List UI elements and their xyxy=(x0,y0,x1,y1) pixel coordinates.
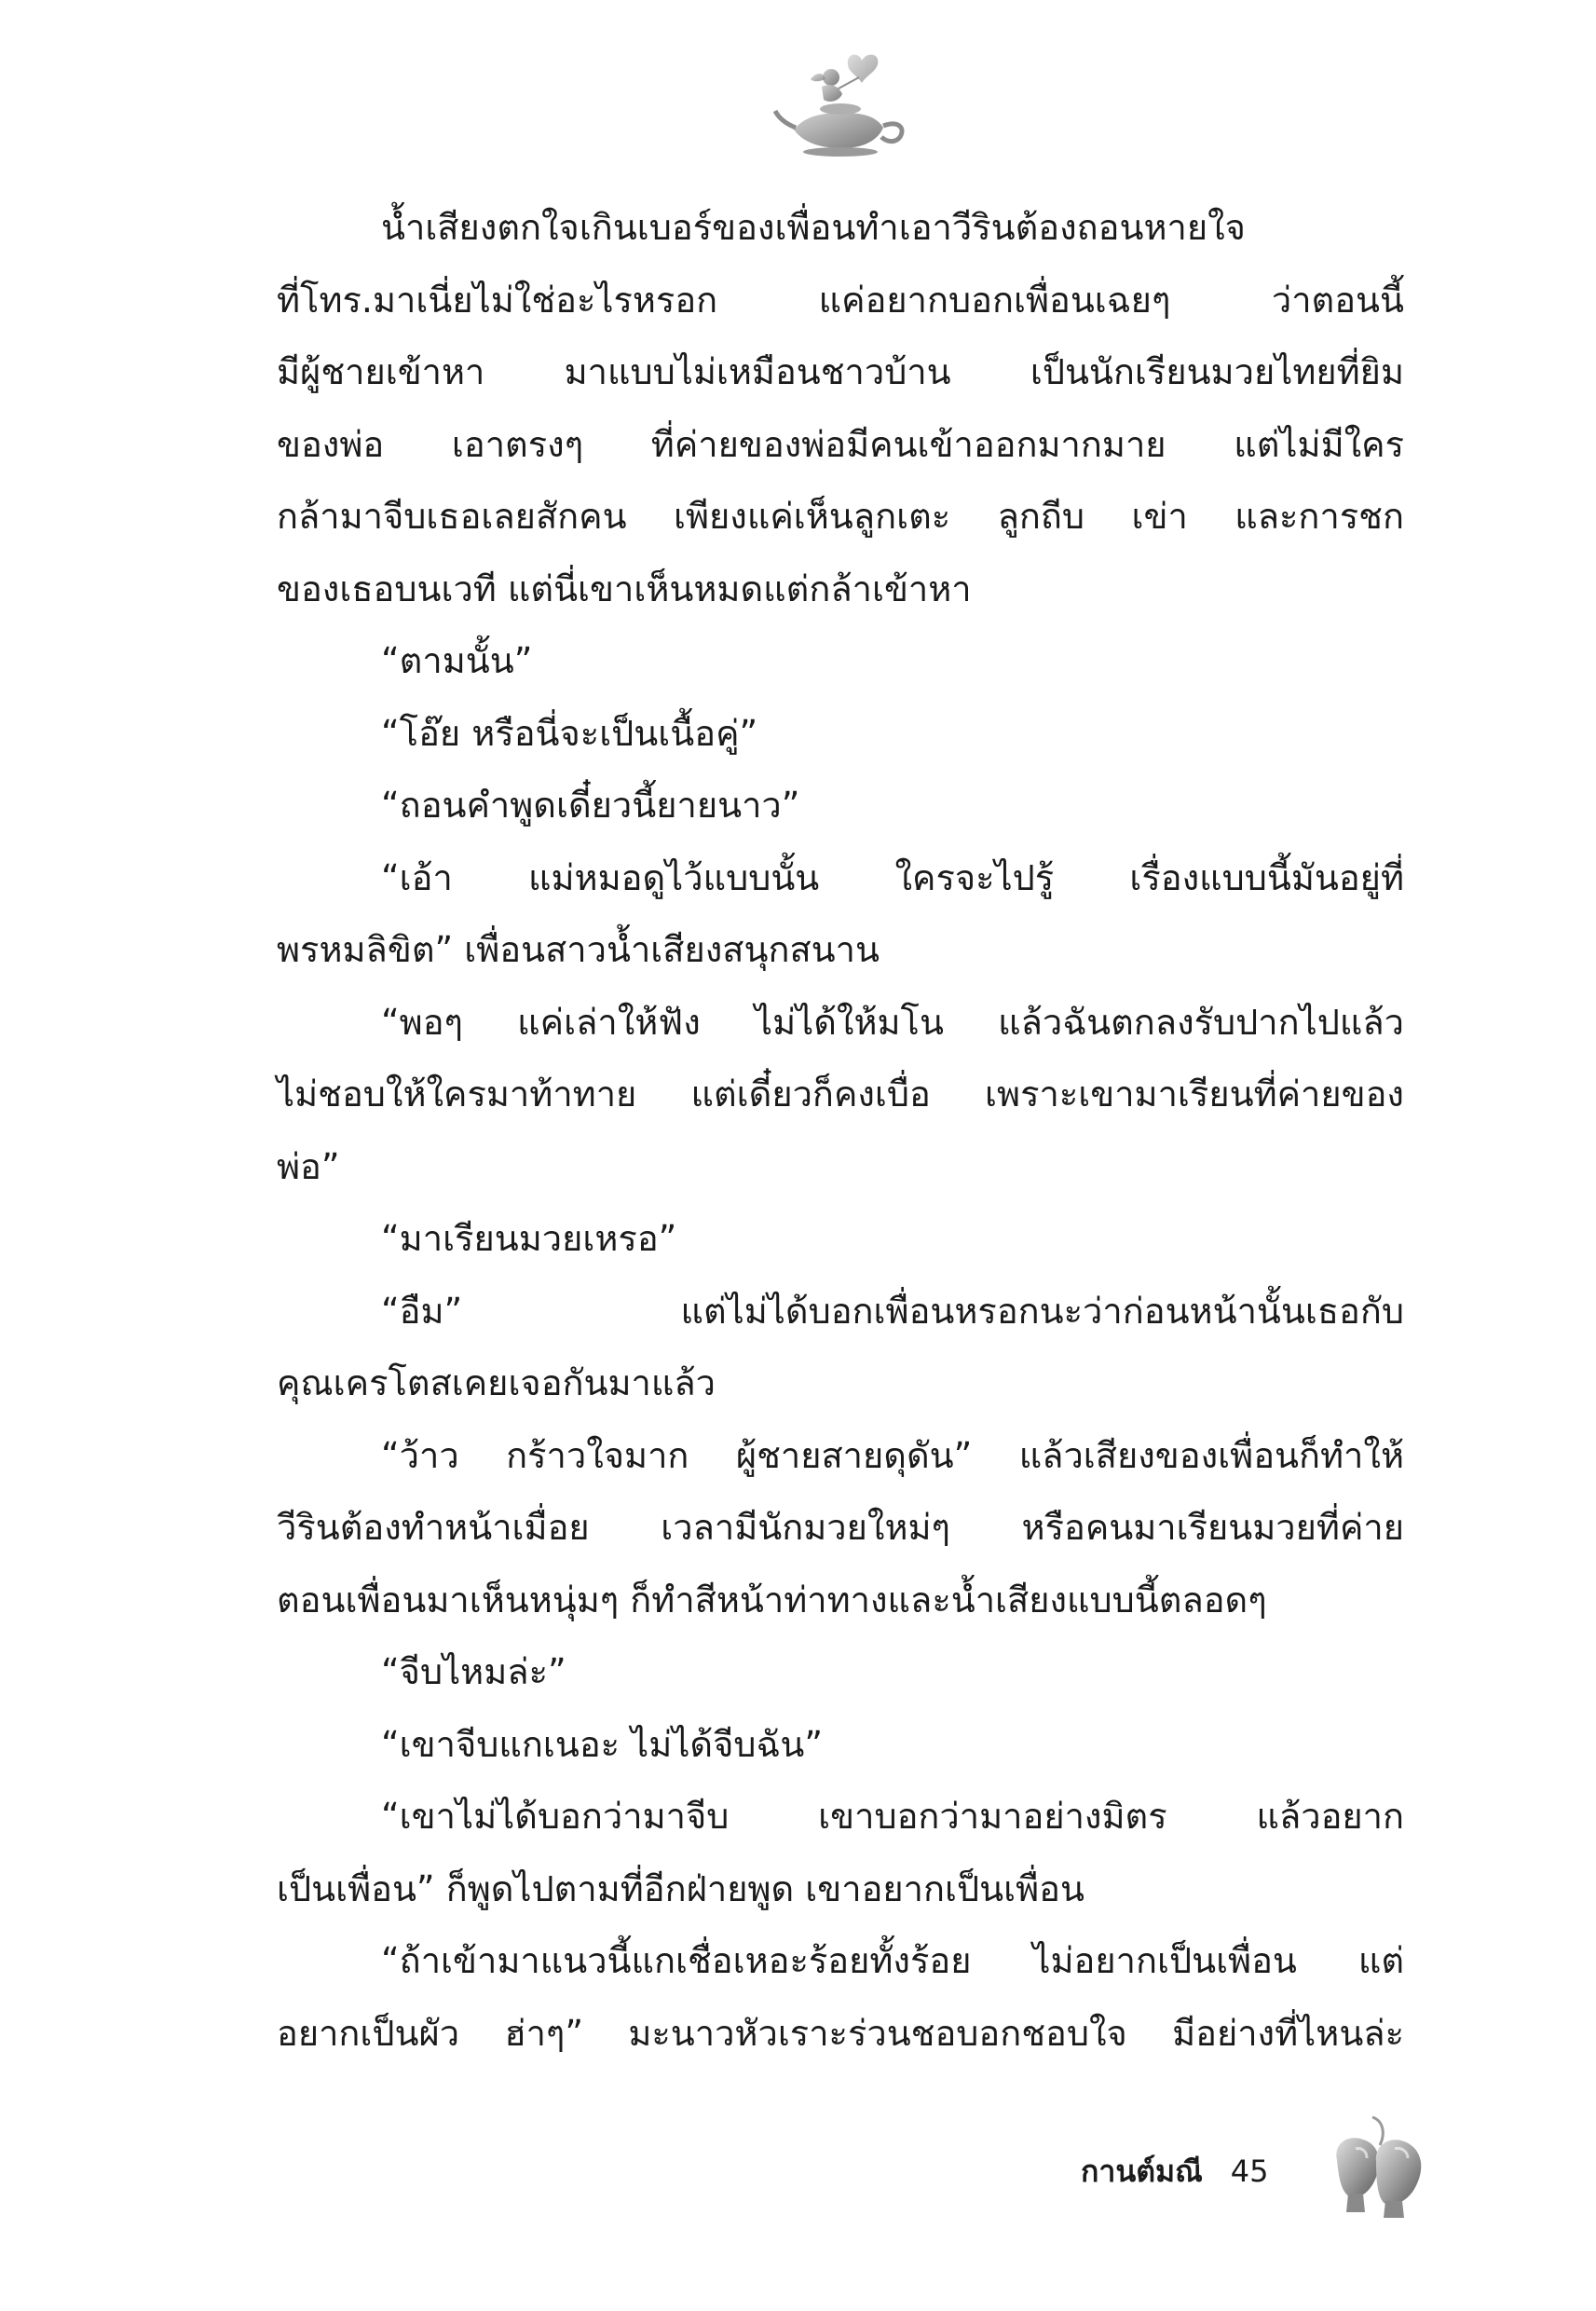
paragraph-line: ของเธอบนเวที แต่นี่เขาเห็นหมดแต่กล้าเข้าหา xyxy=(277,567,972,609)
page-number: 45 xyxy=(1230,2154,1269,2189)
dialogue-line: “จีบไหมล่ะ” xyxy=(381,1651,566,1692)
dialogue-line: “โอ๊ย หรือนี่จะเป็นเนื้อคู่” xyxy=(381,712,758,754)
paragraph-line: คุณเครโตสเคยเจอกันมาแล้ว xyxy=(277,1362,716,1403)
paragraph-line: ของพ่อ เอาตรงๆ ที่ค่ายของพ่อมีคนเข้าออกมากมาย แต่ไม่มีใคร xyxy=(277,423,1404,465)
dialogue-line: พรหมลิขิต” เพื่อนสาวน้ำเสียงสนุกสนาน xyxy=(277,929,880,970)
paragraph-line: มีผู้ชายเข้าหา มาแบบไม่เหมือนชาวบ้าน เป็นนักเรียนมวยไทยที่ยิม xyxy=(277,351,1404,392)
dialogue-line: “เขาจีบแกเนอะ ไม่ได้จีบฉัน” xyxy=(381,1723,824,1765)
paragraph-line: วีรินต้องทำหน้าเมื่อย เวลามีนักมวยใหม่ๆ หรือคนมาเรียนมวยที่ค่าย xyxy=(277,1507,1404,1548)
dialogue-line: “ถ้าเข้ามาแนวนี้แกเชื่อเหอะร้อยทั้งร้อย ไม่อยากเป็นเพื่อน แต่ xyxy=(381,1940,1404,1981)
paragraph-line: กล้ามาจีบเธอเลยสักคน เพียงแค่เห็นลูกเตะ ลูกถีบ เข่า และการชก xyxy=(277,496,1404,537)
dialogue-line: “เอ้า แม่หมอดูไว้แบบนั้น ใครจะไปรู้ เรื่องแบบนี้มันอยู่ที่ xyxy=(381,856,1404,898)
dialogue-line: “พอๆ แค่เล่าให้ฟัง ไม่ได้ให้มโน แล้วฉันตกลงรับปากไปแล้ว xyxy=(381,1001,1404,1043)
dialogue-line: “เขาไม่ได้บอกว่ามาจีบ เขาบอกว่ามาอย่างมิตร แล้วอยาก xyxy=(381,1796,1404,1837)
dialogue-line: “มาเรียนมวยเหรอ” xyxy=(381,1218,677,1259)
dialogue-line: ไม่ชอบให้ใครมาท้าทาย แต่เดี๋ยวก็คงเบื่อ เพราะเขามาเรียนที่ค่ายของ xyxy=(277,1073,1404,1114)
dialogue-line: “ตามนั้น” xyxy=(381,640,533,681)
dialogue-line: พ่อ” xyxy=(277,1145,340,1187)
dialogue-line: “ว้าว กร้าวใจมาก ผู้ชายสายดุดัน” แล้วเสียงของเพื่อนก็ทำให้ xyxy=(381,1434,1404,1476)
boxing-gloves-icon xyxy=(1328,2108,1430,2220)
page-footer xyxy=(1081,2134,1269,2208)
story-text xyxy=(277,192,1404,2070)
paragraph-line: อยากเป็นผัว ฮ่าๆ” มะนาวหัวเราะร่วนชอบอกชอบใจ มีอย่างที่ไหนล่ะ xyxy=(277,2012,1404,2054)
dialogue-line: “ถอนคำพูดเดี๋ยวนี้ยายนาว” xyxy=(381,785,800,826)
paragraph-line: ที่โทร.มาเนี่ยไม่ใช่อะไรหรอก แค่อยากบอกเพื่อนเฉยๆ ว่าตอนนี้ xyxy=(277,279,1404,321)
dialogue-line: “อืม” แต่ไม่ได้บอกเพื่อนหรอกนะว่าก่อนหน้านั้นเธอกับ xyxy=(381,1290,1404,1332)
cupid-teapot-icon xyxy=(773,51,913,158)
book-title: กานต์มณี xyxy=(1081,2153,1203,2189)
paragraph-line: เป็นเพื่อน” ก็พูดไปตามที่อีกฝ่ายพูด เขาอยากเป็นเพื่อน xyxy=(277,1867,1084,1909)
paragraph-line: น้ำเสียงตกใจเกินเบอร์ของเพื่อนทำเอาวีรินต้องถอนหายใจ xyxy=(381,207,1246,248)
paragraph-line: ตอนเพื่อนมาเห็นหนุ่มๆ ก็ทำสีหน้าท่าทางและน้ำเสียงแบบนี้ตลอดๆ xyxy=(277,1579,1267,1620)
